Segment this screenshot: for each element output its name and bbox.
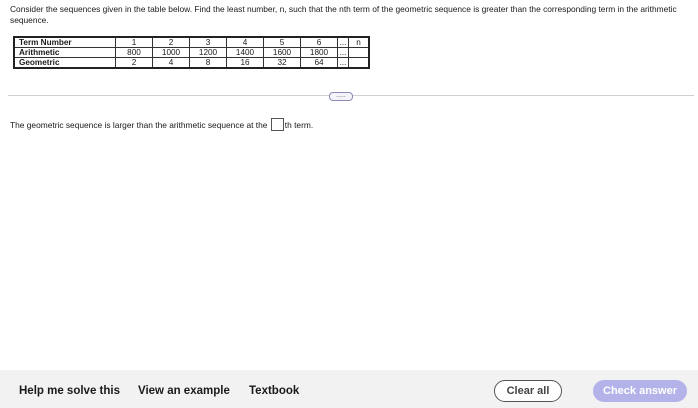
expand-button[interactable]: ..... <box>329 92 353 101</box>
table-cell <box>349 58 370 69</box>
table-cell <box>349 48 370 58</box>
table-cell: 1000 <box>153 48 190 58</box>
question-text: Consider the sequences given in the table below. Find the least number, n, such that the nth term of the geometric sequence is greater than the corresponding term in the arithmetic sequence. <box>10 4 677 25</box>
table-cell: 2 <box>153 37 190 48</box>
table-cell: 4 <box>153 58 190 69</box>
table-cell: 8 <box>190 58 227 69</box>
table-cell: 1 <box>116 37 153 48</box>
table-cell-ellipsis: ... <box>338 37 349 48</box>
answer-statement <box>10 118 313 131</box>
answer-suffix: th term. <box>284 120 314 130</box>
table-cell: 64 <box>301 58 338 69</box>
table-cell: 800 <box>116 48 153 58</box>
view-example-link[interactable]: View an example <box>138 385 230 397</box>
table-cell: n <box>349 37 370 48</box>
table-cell: 6 <box>301 37 338 48</box>
table-cell: 3 <box>190 37 227 48</box>
table-cell: 1200 <box>190 48 227 58</box>
table-cell: 5 <box>264 37 301 48</box>
sequence-table <box>13 36 370 69</box>
answer-input[interactable] <box>271 118 284 131</box>
table-cell-ellipsis: ... <box>338 58 349 69</box>
table-row-geometric <box>14 58 369 69</box>
table-cell: 1400 <box>227 48 264 58</box>
table-row-term-number <box>14 37 369 48</box>
answer-prefix: The geometric sequence is larger than the arithmetic sequence at the <box>10 120 268 130</box>
table-cell: 1800 <box>301 48 338 58</box>
help-me-solve-link[interactable]: Help me solve this <box>19 385 120 397</box>
check-answer-button[interactable]: Check answer <box>593 380 687 402</box>
table-cell: 16 <box>227 58 264 69</box>
row-header: Term Number <box>14 37 116 48</box>
table-cell: 1600 <box>264 48 301 58</box>
textbook-link[interactable]: Textbook <box>249 385 300 397</box>
table-row-arithmetic <box>14 48 369 58</box>
table-cell: 4 <box>227 37 264 48</box>
table-cell: 2 <box>116 58 153 69</box>
row-header: Arithmetic <box>14 48 116 58</box>
clear-all-button[interactable]: Clear all <box>494 380 562 402</box>
row-header: Geometric <box>14 58 116 69</box>
table-cell-ellipsis: ... <box>338 48 349 58</box>
table-cell: 32 <box>264 58 301 69</box>
